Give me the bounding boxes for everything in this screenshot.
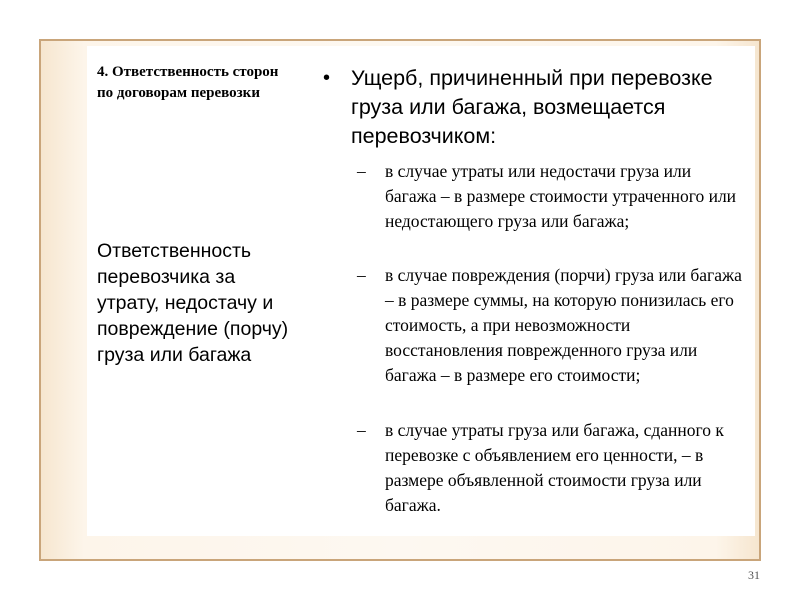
main-bullet-text: Ущерб, причиненный при перевозке груза или багажа, возмещается перевозчиком: [351,66,713,148]
right-column [313,46,753,536]
content-area [87,46,755,536]
bullet-mark: • [323,67,331,89]
dash-mark: – [357,265,366,285]
sub-item-2 [357,263,745,388]
sub-item-text: в случае утраты груза или багажа, сданного к перевозке с объявлением его ценности, – в размере объявленной стоимости груза или багажа. [385,420,724,515]
sub-item-1 [357,159,745,234]
left-heading: Ответственность перевозчика за утрату, недостачу и повреждение (порчу) груза или багажа [97,240,289,366]
left-column [87,46,307,536]
sub-item-text: в случае повреждения (порчи) груза или багажа – в размере суммы, на которую понизилась его стоимость, а при невозможности восстановления поврежденного груза или багажа – в размере его стоимости; [385,265,742,385]
dash-mark: – [357,161,366,181]
main-bullet [323,64,727,151]
page-number: 31 [748,568,760,582]
sub-item-text: в случае утраты или недостачи груза или багажа – в размере стоимости утраченного или недостающего груза или багажа; [385,161,737,231]
section-title: 4. Ответственность сторон по договорам перевозки [97,64,279,101]
sub-item-3 [357,418,745,518]
dash-mark: – [357,420,366,440]
